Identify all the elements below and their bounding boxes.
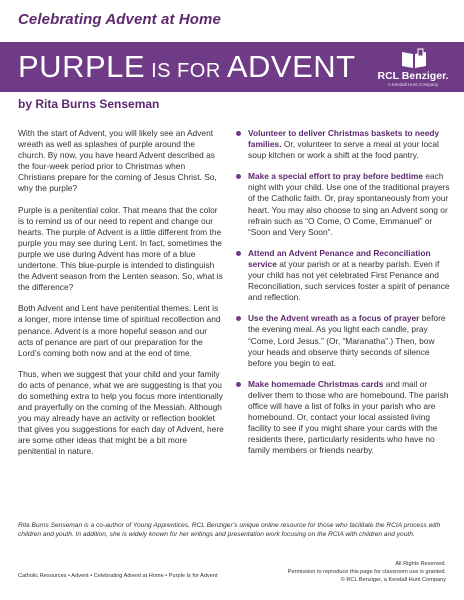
list-item <box>236 313 450 368</box>
list-item-text: before the evening meal. As you light each candle, pray “Come, Lord Jesus.” (Or, “Maranatha”.) Then, bow your heads and observe thirty seconds of silence before you begin to eat. <box>248 313 446 368</box>
paragraph: Thus, when we suggest that your child and your family do acts of penance, what we are suggesting is that you do something extra to help you focus more intentionally and prayerfully on the coming of the Messiah. Although you may already have an activity or reflection booklet that gives you suggestions for each day of Advent, here are some other ideas that might be a bit more penitential in nature. <box>18 368 224 457</box>
list-item-heading: Attend an Advent Penance and Reconciliation service <box>248 247 431 269</box>
footer-copyright-line: © RCL Benziger, a Kendall Hunt Company <box>340 577 446 583</box>
list-item <box>236 379 450 457</box>
logo-text: RCL Benziger. <box>377 70 449 82</box>
list-item-heading: Make a special effort to pray before bedtime <box>248 171 423 182</box>
ideas-list <box>236 128 450 466</box>
list-item-heading: Volunteer to deliver Christmas baskets to needy families. <box>248 128 440 150</box>
title-part-advent: ADVENT <box>226 49 356 84</box>
page-title <box>18 49 356 89</box>
bullet-icon <box>236 251 241 256</box>
bullet-icon <box>236 382 241 387</box>
paragraph: Both Advent and Lent have penitential themes. Lent is a longer, more intense time of spiritual recollection and penance. Advent is a more hopeful season and our acts of penance are part of our preparation for the Lord’s coming both now and at the end of time. <box>18 303 221 358</box>
title-part-is-for: IS FOR <box>145 60 227 82</box>
left-column <box>18 128 224 468</box>
footer-copyright <box>288 560 446 584</box>
bullet-icon <box>236 131 241 136</box>
author-byline: by Rita Burns Senseman <box>18 97 160 111</box>
paragraph: Purple is a penitential color. That means that the color is to remind us of our need to repent and change our hearts. The purple of Advent is a little different from the purple you may see during Lent. In fact, sometimes the purple we use during Advent has more of a blue undertone. This blue-purple is intended to distinguish the Advent season from the Lenten season. So, what is the difference? <box>18 204 223 293</box>
list-item <box>236 171 450 238</box>
list-item-text: and mail or deliver them to those who are homebound. The parish office will have a list of folks in your parish who are homebound. Or, contact your local assisted living facility to see if you might share your cards with the residents there, particularly residents who have no family members or friends nearby. <box>248 378 449 456</box>
list-item-text: at your parish or at a nearby parish. Even if your child has not yet celebrated First Penance and Reconciliation, such services foster a spirit of penance and reflection. <box>248 258 450 303</box>
bullet-icon <box>236 174 241 179</box>
footer-permission-line: Permission to reproduce this page for classroom use is granted. <box>287 569 446 575</box>
list-item-text: Or, volunteer to serve a meal at your local soup kitchen or work a shift at the food pantry. <box>248 139 439 161</box>
list-item-heading: Make homemade Christmas cards <box>248 378 384 389</box>
bullet-icon <box>236 316 241 321</box>
publisher-logo <box>370 48 456 88</box>
title-part-purple: PURPLE <box>18 49 146 84</box>
list-item-text: each night with your child. Use one of the traditional prayers of the Catholic faith. Or, pray spontaneously from your heart. You may also choose to sing an Advent song or refrain such as “O Come, O Come, Emmanuel” or “Soon and Very Soon”. <box>248 171 450 237</box>
list-item <box>236 248 450 303</box>
open-book-icon <box>400 48 428 70</box>
series-title: Celebrating Advent at Home <box>18 11 221 28</box>
author-bio: Rita Burns Senseman is a co-author of Young Apprentices, RCL Benziger’s unique online resource for those who facilitate the RCIA process with children and youth. In addition, she is widely known for her writings and presentation work focusing on the RCIA with children and youth. <box>18 522 441 538</box>
footer-rights-line: All Rights Reserved. <box>395 561 446 567</box>
list-item <box>236 128 450 161</box>
paragraph: With the start of Advent, you will likely see an Advent wreath as well as splashes of purple around the church. By now, you have heard Advent described as the four-week period prior to Christmas when Christians prepare for the coming of Jesus Christ. So, why the purple? <box>18 128 217 194</box>
footer-breadcrumb: Catholic Resources • Advent • Celebrating Advent at Home • Purple Is for Advent <box>18 573 218 579</box>
logo-subtext: A Kendall Hunt Company <box>387 82 439 87</box>
list-item-heading: Use the Advent wreath as a focus of prayer <box>248 313 420 324</box>
